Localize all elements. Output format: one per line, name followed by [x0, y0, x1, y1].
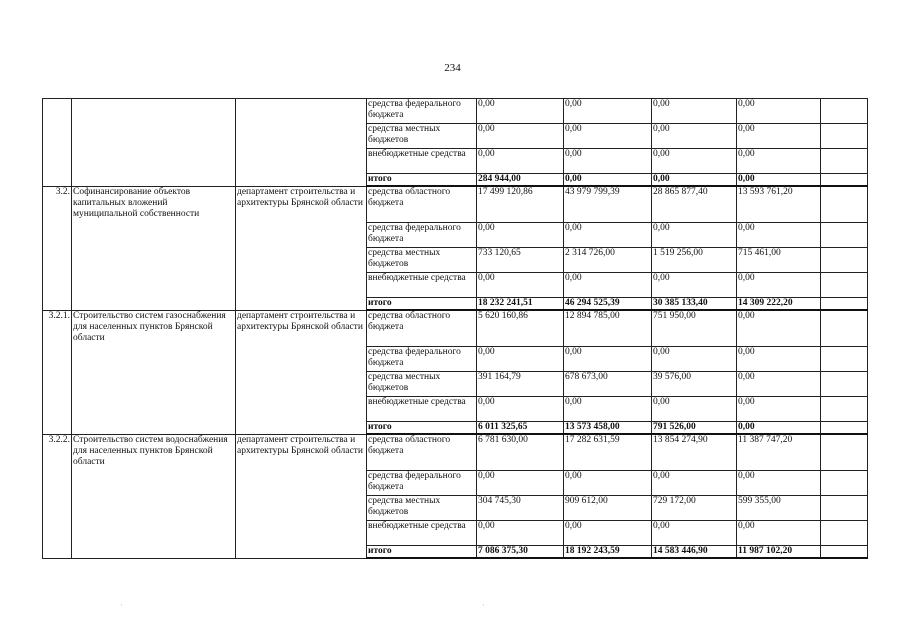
section-name: Софинансирование объектов капитальных вложений муниципальной собственности	[72, 186, 236, 310]
amount-cell: 0,00	[564, 521, 652, 546]
amount-cell: 0,00	[652, 397, 737, 422]
amount-cell: 0,00	[477, 223, 564, 248]
empty-cell	[821, 124, 868, 149]
amount-cell: 0,00	[477, 99, 564, 124]
amount-cell: 0,00	[564, 397, 652, 422]
amount-cell: 0,00	[652, 471, 737, 496]
section-number: 3.2.2.	[43, 434, 72, 558]
funding-source: итого	[367, 298, 477, 311]
amount-cell: 304 745,30	[477, 496, 564, 521]
empty-cell	[821, 347, 868, 372]
budget-table	[42, 98, 868, 559]
amount-cell: 0,00	[737, 124, 821, 149]
amount-cell: 733 120,65	[477, 248, 564, 273]
amount-cell: 0,00	[477, 149, 564, 174]
amount-cell: 0,00	[477, 397, 564, 422]
empty-cell	[821, 471, 868, 496]
amount-cell: 0,00	[564, 471, 652, 496]
amount-cell: 17 499 120,86	[477, 186, 564, 223]
table-row	[43, 99, 868, 124]
section-name: Строительство систем водоснабжения для населенных пунктов Брянской области	[72, 434, 236, 558]
amount-cell: 0,00	[564, 99, 652, 124]
amount-cell: 14 583 446,90	[652, 546, 737, 559]
funding-source: средства местных бюджетов	[367, 124, 477, 149]
amount-cell: 0,00	[564, 347, 652, 372]
amount-cell: 284 944,00	[477, 174, 564, 187]
amount-cell: 0,00	[652, 149, 737, 174]
amount-cell: 18 232 241,51	[477, 298, 564, 311]
amount-cell: 0,00	[564, 174, 652, 187]
amount-cell: 0,00	[564, 223, 652, 248]
amount-cell: 0,00	[652, 521, 737, 546]
funding-source: внебюджетные средства	[367, 149, 477, 174]
amount-cell: 0,00	[737, 99, 821, 124]
amount-cell: 0,00	[477, 521, 564, 546]
amount-cell: 0,00	[737, 347, 821, 372]
funding-source: средства федерального бюджета	[367, 347, 477, 372]
section-executor: департамент строительства и архитектуры Брянской области	[236, 434, 367, 558]
funding-source: внебюджетные средства	[367, 397, 477, 422]
amount-cell: 6 781 630,00	[477, 434, 564, 471]
amount-cell: 909 612,00	[564, 496, 652, 521]
amount-cell: 0,00	[737, 310, 821, 347]
page-number: 234	[444, 62, 461, 74]
section-name	[72, 99, 236, 187]
table-row	[43, 434, 868, 471]
funding-source: итого	[367, 422, 477, 435]
amount-cell: 28 865 877,40	[652, 186, 737, 223]
table-row	[43, 186, 868, 223]
amount-cell: 5 620 160,86	[477, 310, 564, 347]
funding-source: средства местных бюджетов	[367, 496, 477, 521]
empty-cell	[821, 223, 868, 248]
funding-source: средства местных бюджетов	[367, 248, 477, 273]
amount-cell: 0,00	[652, 223, 737, 248]
amount-cell: 0,00	[477, 273, 564, 298]
funding-source: средства областного бюджета	[367, 186, 477, 223]
amount-cell: 0,00	[652, 124, 737, 149]
amount-cell: 2 314 726,00	[564, 248, 652, 273]
amount-cell: 791 526,00	[652, 422, 737, 435]
amount-cell: 6 011 325,65	[477, 422, 564, 435]
funding-source: внебюджетные средства	[367, 273, 477, 298]
amount-cell: 14 309 222,20	[737, 298, 821, 311]
empty-cell	[821, 521, 868, 546]
amount-cell: 11 387 747,20	[737, 434, 821, 471]
section-name: Строительство систем газоснабжения для населенных пунктов Брянской области	[72, 310, 236, 434]
amount-cell: 0,00	[564, 149, 652, 174]
amount-cell: 0,00	[737, 422, 821, 435]
amount-cell: 0,00	[652, 174, 737, 187]
amount-cell: 0,00	[737, 372, 821, 397]
section-number: 3.2.1.	[43, 310, 72, 434]
section-executor	[236, 99, 367, 187]
scan-speck: ·	[482, 600, 485, 610]
amount-cell: 13 573 458,00	[564, 422, 652, 435]
amount-cell: 0,00	[652, 99, 737, 124]
empty-cell	[821, 372, 868, 397]
empty-cell	[821, 496, 868, 521]
amount-cell: 391 164,79	[477, 372, 564, 397]
amount-cell: 13 854 274,90	[652, 434, 737, 471]
funding-source: средства областного бюджета	[367, 310, 477, 347]
amount-cell: 17 282 631,59	[564, 434, 652, 471]
amount-cell: 1 519 256,00	[652, 248, 737, 273]
amount-cell: 0,00	[737, 149, 821, 174]
funding-source: средства федерального бюджета	[367, 223, 477, 248]
table-body	[43, 99, 868, 559]
amount-cell: 729 172,00	[652, 496, 737, 521]
section-executor: департамент строительства и архитектуры Брянской области	[236, 186, 367, 310]
amount-cell: 0,00	[564, 124, 652, 149]
amount-cell: 0,00	[652, 347, 737, 372]
amount-cell: 0,00	[737, 174, 821, 187]
amount-cell: 18 192 243,59	[564, 546, 652, 559]
section-executor: департамент строительства и архитектуры Брянской области	[236, 310, 367, 434]
empty-cell	[821, 310, 868, 347]
empty-cell	[821, 546, 868, 559]
scan-speck: ·	[120, 600, 123, 610]
empty-cell	[821, 186, 868, 223]
funding-source: средства федерального бюджета	[367, 471, 477, 496]
amount-cell: 0,00	[737, 521, 821, 546]
amount-cell: 12 894 785,00	[564, 310, 652, 347]
funding-source: средства областного бюджета	[367, 434, 477, 471]
empty-cell	[821, 422, 868, 435]
empty-cell	[821, 397, 868, 422]
amount-cell: 13 593 761,20	[737, 186, 821, 223]
amount-cell: 0,00	[652, 273, 737, 298]
funding-source: итого	[367, 546, 477, 559]
funding-source: итого	[367, 174, 477, 187]
empty-cell	[821, 434, 868, 471]
section-number: 3.2.	[43, 186, 72, 310]
amount-cell: 43 979 799,39	[564, 186, 652, 223]
amount-cell: 7 086 375,30	[477, 546, 564, 559]
amount-cell: 39 576,00	[652, 372, 737, 397]
amount-cell: 0,00	[737, 471, 821, 496]
section-number	[43, 99, 72, 187]
amount-cell: 715 461,00	[737, 248, 821, 273]
table-row	[43, 310, 868, 347]
funding-source: внебюджетные средства	[367, 521, 477, 546]
amount-cell: 0,00	[737, 223, 821, 248]
amount-cell: 599 355,00	[737, 496, 821, 521]
empty-cell	[821, 248, 868, 273]
amount-cell: 46 294 525,39	[564, 298, 652, 311]
amount-cell: 0,00	[477, 347, 564, 372]
amount-cell: 30 385 133,40	[652, 298, 737, 311]
funding-source: средства федерального бюджета	[367, 99, 477, 124]
amount-cell: 0,00	[564, 273, 652, 298]
empty-cell	[821, 273, 868, 298]
empty-cell	[821, 149, 868, 174]
empty-cell	[821, 174, 868, 187]
amount-cell: 0,00	[737, 273, 821, 298]
amount-cell: 0,00	[477, 124, 564, 149]
empty-cell	[821, 99, 868, 124]
amount-cell: 11 987 102,20	[737, 546, 821, 559]
amount-cell: 678 673,00	[564, 372, 652, 397]
empty-cell	[821, 298, 868, 311]
amount-cell: 0,00	[477, 471, 564, 496]
funding-source: средства местных бюджетов	[367, 372, 477, 397]
amount-cell: 0,00	[737, 397, 821, 422]
amount-cell: 751 950,00	[652, 310, 737, 347]
